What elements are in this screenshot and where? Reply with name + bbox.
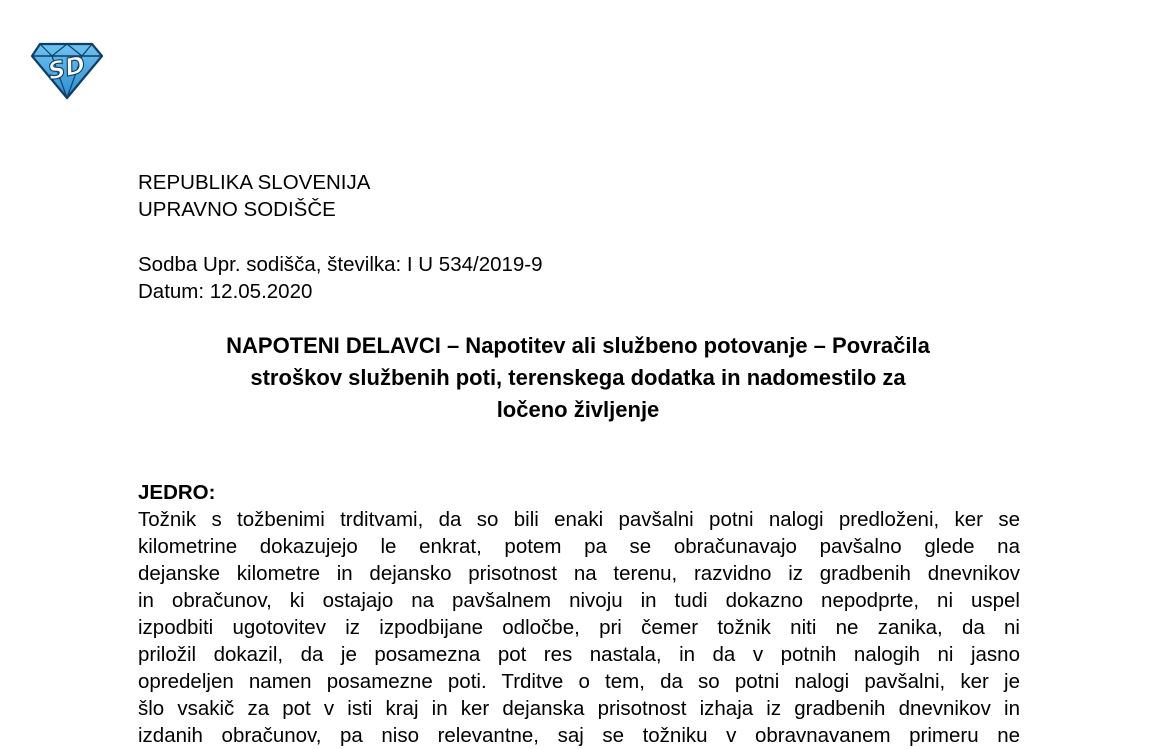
logo-monogram: SD xyxy=(45,50,88,86)
paragraph-line: izpodbiti ugotovitev iz izpodbijane odločbe, pri čemer tožnik niti ne zanika, da ni xyxy=(138,616,1020,639)
title-line: stroškov službenih poti, terenskega dodatka in nadomestilo za xyxy=(250,365,906,390)
paragraph-line: in obračunov, ki ostajajo na pavšalnem nivoju in tudi dokazno nepodprte, ni uspel xyxy=(138,589,1020,612)
paragraph-line: Tožnik s tožbenimi trditvami, da so bili enaki pavšalni potni nalogi predloženi, ker se xyxy=(138,508,1020,531)
title-line: ločeno življenje xyxy=(496,397,660,422)
judgment-date: Datum: 12.05.2020 xyxy=(138,280,313,303)
court-republic: REPUBLIKA SLOVENIJA xyxy=(138,171,371,194)
jedro-paragraph xyxy=(138,506,1020,749)
jedro-heading: JEDRO: xyxy=(138,481,216,504)
paragraph-line: izdanih obračunov, pa niso relevantne, saj se tožniku v obravnavanem primeru ne xyxy=(138,724,1020,747)
paragraph-line: šlo vsakič za pot v isti kraj in ker dejanska prisotnost izhaja iz gradbenih dnevnikov in xyxy=(138,697,1020,720)
paragraph-line: opredeljen namen posamezne poti. Trditve o tem, da so potni nalogi pavšalni, ker je xyxy=(138,670,1020,693)
paragraph-line: kilometrine dokazujejo le enkrat, potem pa se obračunavajo pavšalno glede na xyxy=(138,535,1020,558)
document-title xyxy=(130,330,1026,426)
paragraph-line: dejanske kilometre in dejansko prisotnost na terenu, razvidno iz gradbenih dnevnikov xyxy=(138,562,1020,585)
court-logo xyxy=(30,40,104,100)
title-line: NAPOTENI DELAVCI – Napotitev ali službeno potovanje – Povračila xyxy=(226,333,930,358)
judgment-reference: Sodba Upr. sodišča, številka: I U 534/2019-9 xyxy=(138,253,543,276)
court-name: UPRAVNO SODIŠČE xyxy=(138,198,336,221)
paragraph-line: priložil dokazil, da je posamezna pot res nastala, in da v potnih nalogih ni jasno xyxy=(138,643,1020,666)
